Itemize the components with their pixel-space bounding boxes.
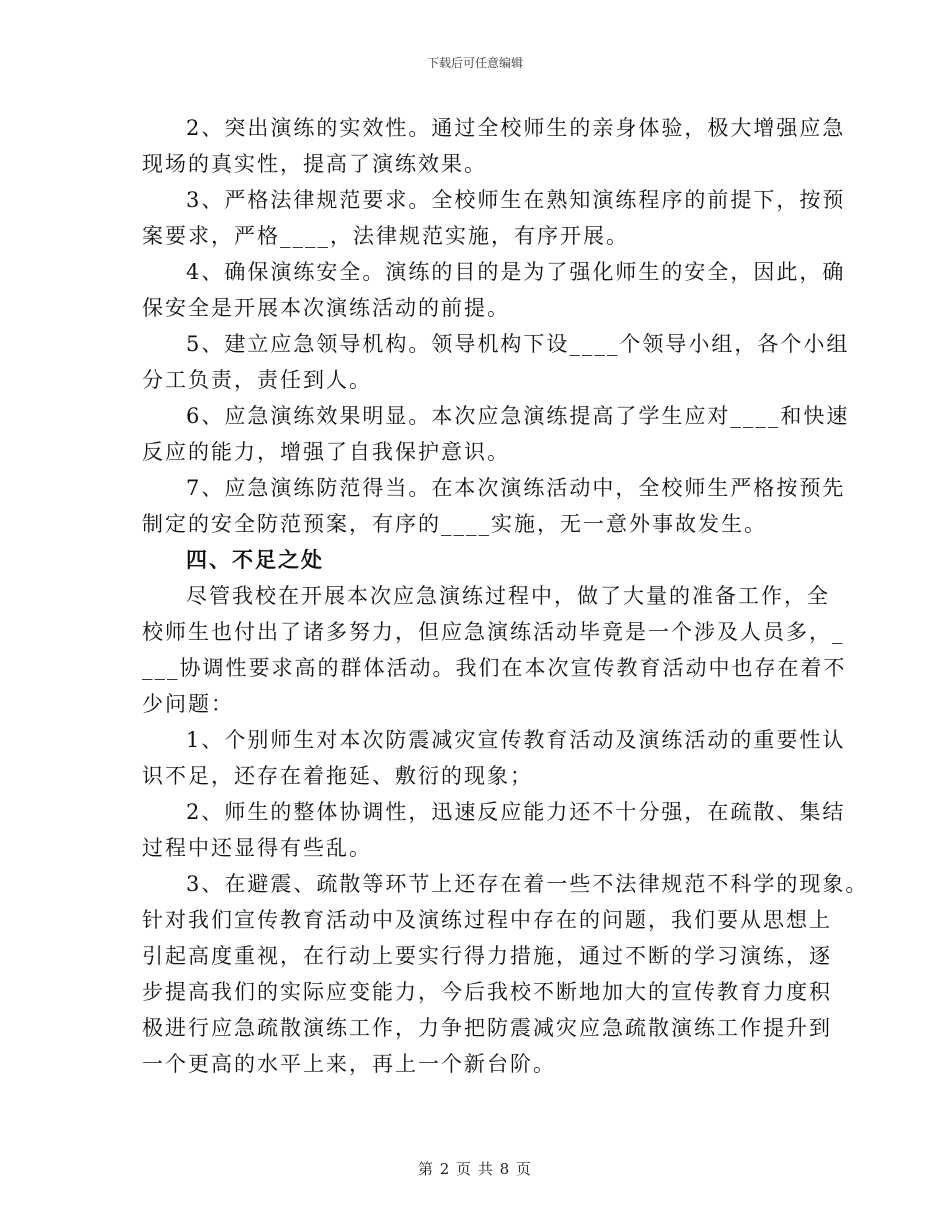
body-line: 步提高我们的实际应变能力，今后我校不断地加大的宣传教育力度积: [142, 980, 832, 1004]
body-line: 3、在避震、疏散等环节上还存在着一些不法律规范不科学的现象。: [186, 872, 869, 896]
page-header: 下载后可任意编辑: [426, 56, 523, 70]
body-line: 2、突出演练的实效性。通过全校师生的亲身体验，极大增强应急: [186, 116, 846, 140]
body-line: 引起高度重视，在行动上要实行得力措施，通过不断的学习演练，逐: [142, 944, 832, 968]
body-line: 分工负责，责任到人。: [142, 368, 372, 392]
body-line: 尽管我校在开展本次应急演练过程中，做了大量的准备工作，全: [186, 584, 830, 608]
body-line: 过程中还显得有些乱。: [142, 836, 372, 860]
body-line: 一个更高的水平上来，再上一个新台阶。: [142, 1052, 556, 1076]
body-line: 7、应急演练防范得当。在本次演练活动中，全校师生严格按预先: [186, 476, 846, 500]
body-line: 校师生也付出了诸多努力，但应急演练活动毕竟是一个涉及人员多，_: [142, 620, 845, 644]
body-line: 少问题：: [142, 692, 234, 716]
body-line: 保安全是开展本次演练活动的前提。: [142, 296, 510, 320]
body-line: 反应的能力，增强了自我保护意识。: [142, 440, 510, 464]
body-line: 4、确保演练安全。演练的目的是为了强化师生的安全，因此，确: [186, 260, 846, 284]
body-line: 识不足，还存在着拖延、敷衍的现象；: [142, 764, 533, 788]
body-line: 3、严格法律规范要求。全校师生在熟知演练程序的前提下，按预: [186, 188, 846, 212]
body-line: 2、师生的整体协调性，迅速反应能力还不十分强，在疏散、集结: [186, 800, 846, 824]
body-line: 1、个别师生对本次防震减灾宣传教育活动及演练活动的重要性认: [186, 728, 846, 752]
body-line: 针对我们宣传教育活动中及演练过程中存在的问题，我们要从思想上: [142, 908, 832, 932]
body-line: 6、应急演练效果明显。本次应急演练提高了学生应对____和快速: [186, 404, 850, 428]
document-body: [142, 110, 869, 1082]
body-line: 现场的真实性，提高了演练效果。: [142, 152, 487, 176]
body-line: 极进行应急疏散演练工作，力争把防震减灾应急疏散演练工作提升到: [142, 1016, 832, 1040]
body-line: 制定的安全防范预案，有序的____实施，无一意外事故发生。: [142, 512, 767, 536]
body-line: 5、建立应急领导机构。领导机构下设____个领导小组，各个小组: [186, 332, 850, 356]
section-heading: 四、不足之处: [186, 547, 324, 572]
body-line: ___协调性要求高的群体活动。我们在本次宣传教育活动中也存在着不: [142, 656, 847, 680]
body-line: 案要求，严格____，法律规范实施，有序开展。: [142, 224, 629, 248]
page-footer: 第 2 页 共 8 页: [418, 1160, 532, 1178]
